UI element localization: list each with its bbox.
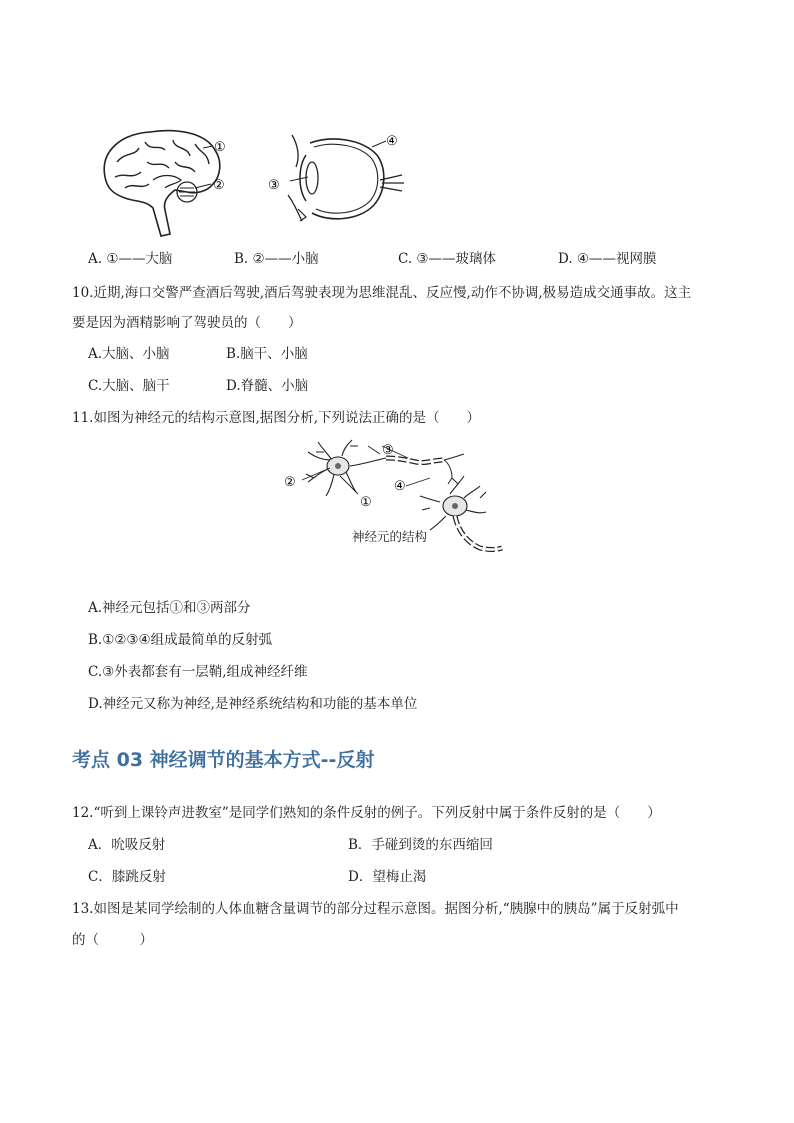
q9-option-a: A. ①——大脑 (88, 251, 173, 267)
q11-option-d: D.神经元又称为神经,是神经系统结构和功能的基本单位 (88, 696, 418, 712)
q11-option-b: B.①②③④组成最简单的反射弧 (88, 632, 273, 648)
q10-option-b: B.脑干、小脑 (226, 346, 308, 362)
eye-diagram (262, 125, 412, 230)
q12-option-a: A．吮吸反射 (88, 837, 166, 853)
q10-stem-line1: 10.近期,海口交警严查酒后驾驶,酒后驾驶表现为思维混乱、反应慢,动作不协调,极易造成交通事故。这主 (72, 285, 692, 301)
q11-option-c: C.③外表都套有一层鞘,组成神经纤维 (88, 664, 308, 680)
neuron-label-3: ③ (382, 443, 394, 458)
neuron-label-1: ① (360, 495, 372, 510)
q12-option-d: D．望梅止渴 (348, 869, 427, 885)
neuron-label-4: ④ (394, 479, 406, 494)
q9-option-c: C. ③——玻璃体 (398, 251, 497, 267)
q11-option-a: A.神经元包括①和③两部分 (88, 600, 251, 616)
q10-option-d: D.脊髓、小脑 (226, 378, 309, 394)
section-heading: 考点 03 神经调节的基本方式--反射 (72, 749, 375, 771)
q9-option-b: B. ②——小脑 (234, 251, 319, 267)
brain-label-1: ① (214, 140, 226, 155)
eye-label-4: ④ (386, 134, 398, 149)
q11-stem: 11.如图为神经元的结构示意图,据图分析,下列说法正确的是（ ） (72, 410, 481, 426)
q12-option-b: B．手碰到烫的东西缩回 (348, 837, 493, 853)
q13-stem-line2: 的（ ） (72, 932, 153, 948)
q9-option-d: D. ④——视网膜 (558, 251, 657, 267)
q10-option-a: A.大脑、小脑 (88, 346, 170, 362)
q12-option-c: C．膝跳反射 (88, 869, 166, 885)
brain-diagram (95, 122, 245, 242)
neuron-label-2: ② (284, 475, 296, 490)
q12-stem: 12.“听到上课铃声进教室”是同学们熟知的条件反射的例子。下列反射中属于条件反射的是（ ） (72, 805, 661, 821)
q13-stem-line1: 13.如图是某同学绘制的人体血糖含量调节的部分过程示意图。据图分析,“胰腺中的胰岛”属于反射弧中 (72, 901, 679, 917)
brain-label-2: ② (213, 178, 225, 193)
eye-label-3: ③ (268, 178, 280, 193)
q10-option-c: C.大脑、脑干 (88, 378, 170, 394)
neuron-caption: 神经元的结构 (352, 529, 428, 544)
q10-stem-line2: 要是因为酒精影响了驾驶员的（ ） (72, 315, 302, 331)
